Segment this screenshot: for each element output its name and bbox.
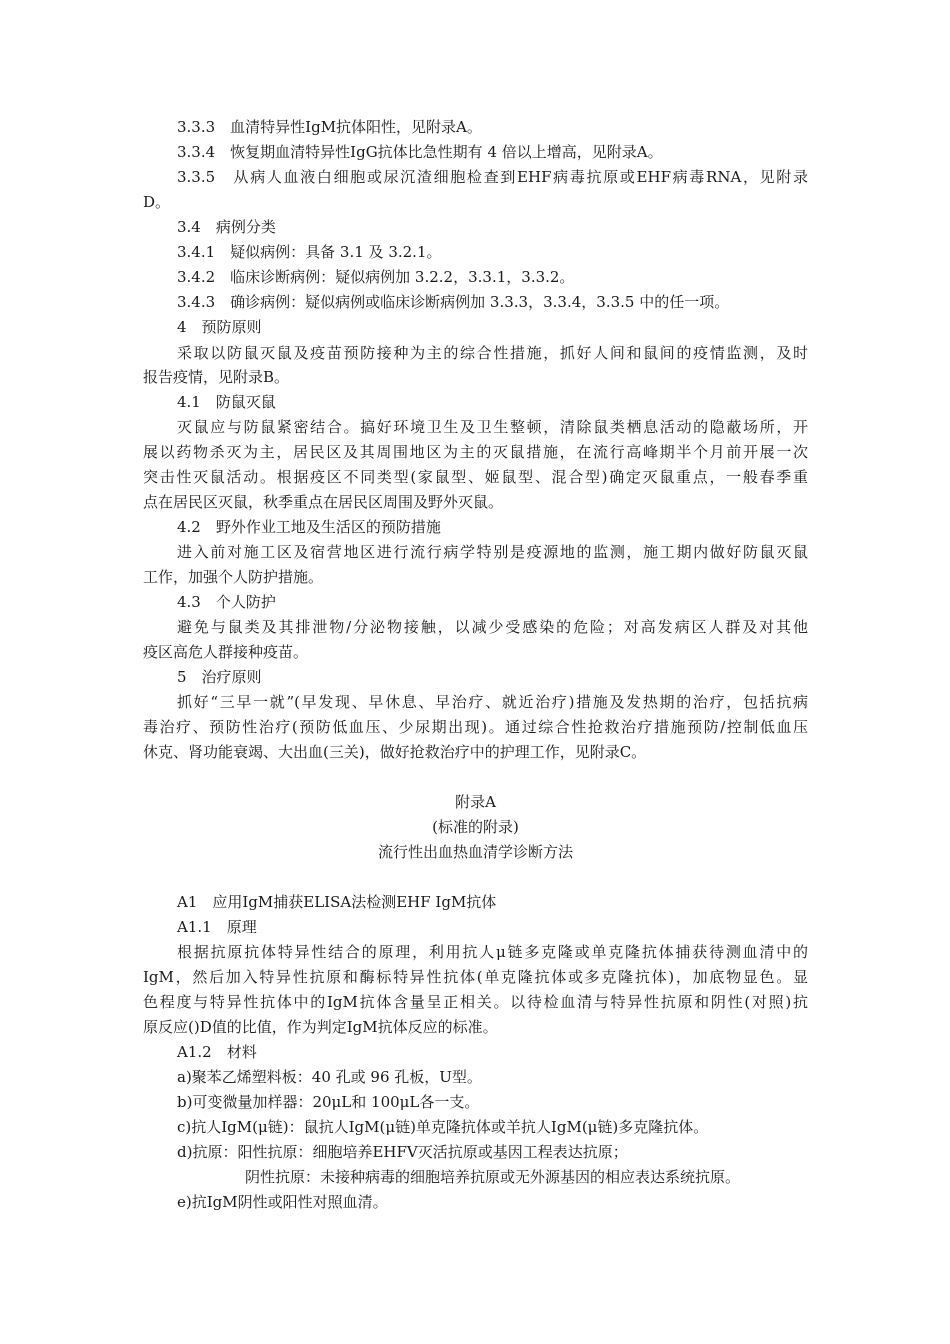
clause-3-3-4: 3.3.4 恢复期血清特异性IgG抗体比急性期有 4 倍以上增高，见附录A。 (177, 143, 663, 161)
section-a1-2-heading: A1.2 材料 (177, 1043, 257, 1061)
material-d: d)抗原：阳性抗原：细胞培养EHFV灭活抗原或基因工程表达抗原； (177, 1143, 628, 1161)
section-4-1-heading: 4.1 防鼠灭鼠 (177, 393, 276, 411)
clause-3-3-5-cont: D。 (143, 193, 171, 211)
clause-3-3-5: 3.3.5 从病人血液白细胞或尿沉渣细胞检查到EHF病毒抗原或EHF病毒RNA，见附录 (177, 168, 808, 186)
section-4-3-heading: 4.3 个人防护 (177, 593, 276, 611)
section-4-3-text-1: 避免与鼠类及其排泄物/分泌物接触，以减少受感染的危险；对高发病区人群及对其他 (177, 618, 808, 636)
section-4-heading: 4 预防原则 (177, 318, 262, 336)
section-a1-heading: A1 应用IgM捕获ELISA法检测EHF IgM抗体 (177, 893, 497, 911)
section-a1-1-heading: A1.1 原理 (177, 918, 257, 936)
material-c: c)抗人IgM(μ链)：鼠抗人IgM(μ链)单克隆抗体或羊抗人IgM(μ链)多克隆抗体。 (177, 1118, 709, 1136)
section-5-text-3: 休克、肾功能衰竭、大出血(三关)，做好抢救治疗中的护理工作，见附录C。 (143, 743, 647, 761)
material-b: b)可变微量加样器：20μL和 100μL各一支。 (177, 1093, 480, 1111)
appendix-heading: 流行性出血热血清学诊断方法 (377, 843, 573, 861)
section-4-1-text-2: 展以药物杀灭为主，居民区及其周围地区为主的灭鼠措施，在流行高峰期半个月前开展一次 (143, 443, 808, 461)
section-a1-1-text-2: IgM，然后加入特异性抗原和酶标特异性抗体(单克隆抗体或多克隆抗体)，加底物显色。显 (143, 968, 808, 986)
section-4-2-text-2: 工作，加强个人防护措施。 (143, 568, 324, 586)
section-4-2-text-1: 进入前对施工区及宿营地区进行流行病学特别是疫源地的监测，施工期内做好防鼠灭鼠 (177, 543, 808, 561)
section-5-text-2: 毒治疗、预防性治疗(预防低血压、少尿期出现)。通过综合性抢救治疗措施预防/控制低血压 (143, 718, 808, 736)
section-4-3-text-2: 疫区高危人群接种疫苗。 (143, 643, 309, 661)
section-4-1-text-1: 灭鼠应与防鼠紧密结合。搞好环境卫生及卫生整顿，清除鼠类栖息活动的隐蔽场所，开 (177, 418, 808, 436)
section-5-heading: 5 治疗原则 (177, 668, 262, 686)
material-d-negative: 阴性抗原：未接种病毒的细胞培养抗原或无外源基因的相应表达系统抗原。 (245, 1168, 741, 1186)
clause-3-4-3: 3.4.3 确诊病例：疑似病例或临床诊断病例加 3.3.3，3.3.4，3.3.5 中的任一项。 (177, 293, 730, 311)
clause-3-4-1: 3.4.1 疑似病例：具备 3.1 及 3.2.1。 (177, 243, 442, 261)
section-4-text-1: 采取以防鼠灭鼠及疫苗预防接种为主的综合性措施，抓好人间和鼠间的疫情监测，及时 (177, 344, 808, 362)
clause-3-4-2: 3.4.2 临床诊断病例：疑似病例加 3.2.2，3.3.1，3.3.2。 (177, 268, 575, 286)
section-a1-1-text-1: 根据抗原抗体特异性结合的原理，利用抗人μ链多克隆或单克隆抗体捕获待测血清中的 (177, 943, 808, 961)
appendix-title: 附录A (455, 793, 496, 811)
section-4-1-text-3: 突击性灭鼠活动。根据疫区不同类型(家鼠型、姬鼠型、混合型)确定灭鼠重点，一般春季重 (143, 468, 808, 486)
material-e: e)抗IgM阴性或阳性对照血清。 (177, 1193, 388, 1211)
section-4-text-2: 报告疫情，见附录B。 (143, 368, 290, 386)
section-a1-1-text-4: 原反应()D值的比值，作为判定IgM抗体反应的标准。 (143, 1018, 498, 1036)
section-3-4-heading: 3.4 病例分类 (177, 218, 276, 236)
clause-3-3-3: 3.3.3 血清特异性IgM抗体阳性，见附录A。 (177, 118, 482, 136)
section-5-text-1: 抓好“三早一就”(早发现、早休息、早治疗、就近治疗)措施及发热期的治疗，包括抗病 (177, 693, 808, 711)
section-4-1-text-4: 点在居民区灭鼠，秋季重点在居民区周围及野外灭鼠。 (143, 493, 504, 511)
appendix-subtitle: (标准的附录) (432, 818, 519, 836)
section-4-2-heading: 4.2 野外作业工地及生活区的预防措施 (177, 518, 441, 536)
section-a1-1-text-3: 色程度与特异性抗体中的IgM抗体含量呈正相关。以待检血清与特异性抗原和阴性(对照)抗 (143, 993, 808, 1011)
material-a: a)聚苯乙烯塑料板：40 孔或 96 孔板，U型。 (177, 1068, 482, 1086)
